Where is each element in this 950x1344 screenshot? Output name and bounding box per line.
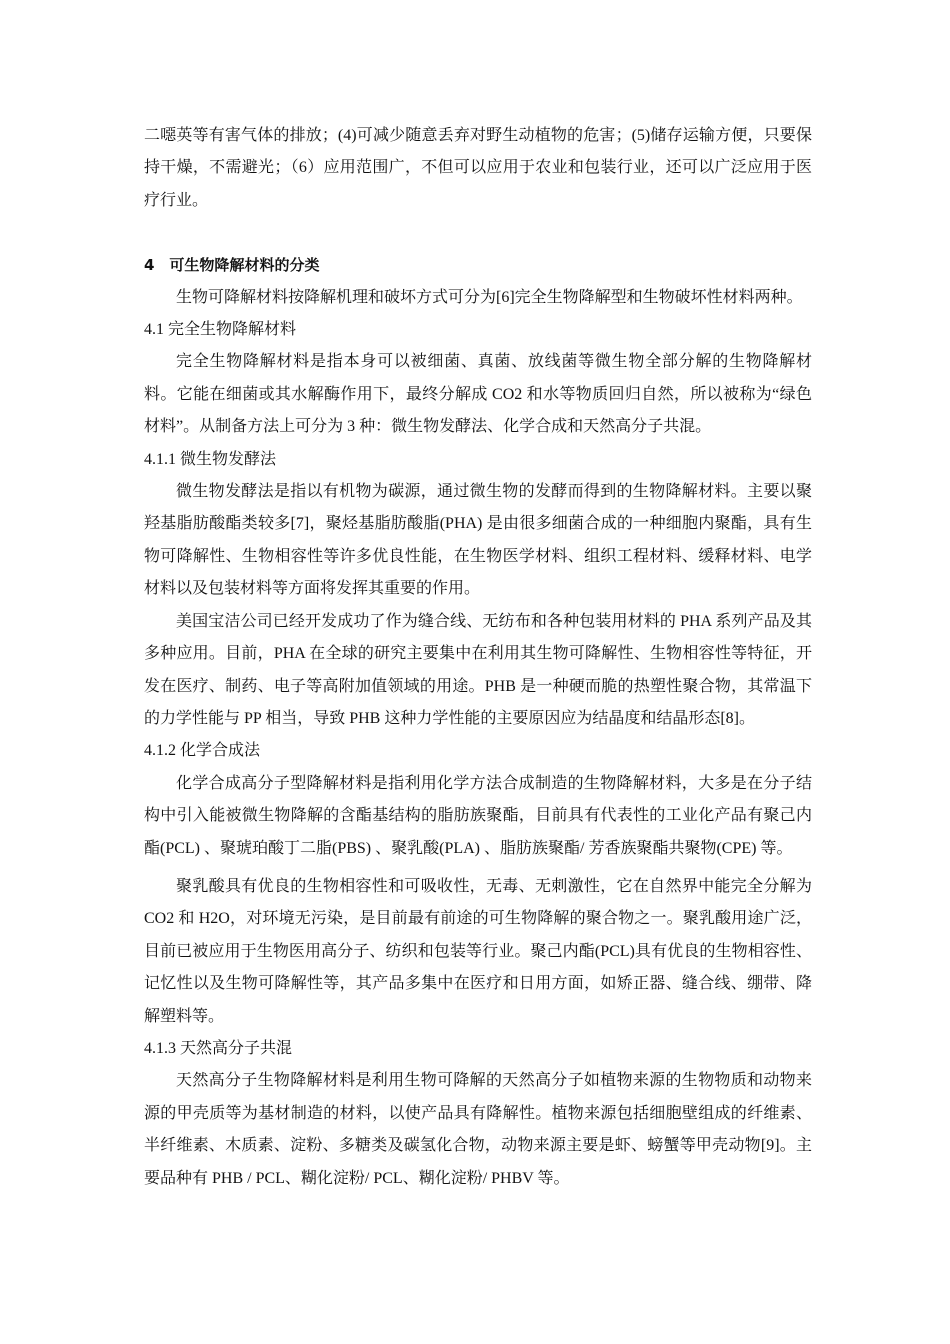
paragraph-intro-continuation: 二噁英等有害气体的排放；(4)可减少随意丢弃对野生动植物的危害；(5)储存运输方便，只要保持干燥，不需避光；（6）应用范围广，不但可以应用于农业和包装行业，还可以广泛应用于医疗行业。	[144, 127, 812, 209]
paragraph-fermentation: 微生物发酵法是指以有机物为碳源，通过微生物的发酵而得到的生物降解材料。主要以聚羟基脂肪酸酯类较多[7]，聚烃基脂肪酸脂(PHA) 是由很多细菌合成的一种细胞内聚酯，具有生物可降解性、生物相容性等许多优良性能，在生物医学材料、组织工程材料、缓释材料、电学材料以及包装材料等方面将发挥其重要的作用。	[144, 483, 812, 598]
subsection-heading-4-1: 4.1 完全生物降解材料	[144, 321, 297, 339]
subsection-heading-4-1-1: 4.1.1 微生物发酵法	[144, 450, 277, 468]
section-spacer	[144, 217, 812, 249]
document-page	[144, 120, 812, 1195]
paragraph-pha-applications: 美国宝洁公司已经开发成功了作为缝合线、无纺布和各种包装用材料的 PHA 系列产品及其多种应用。目前，PHA 在全球的研究主要集中在利用其生物可降解性、生物相容性等特征，开发在医疗、制药、电子等高附加值领域的用途。PHB 是一种硬而脆的热塑性聚合物，其常温下的力学性能与 PP 相当，导致 PHB 这种力学性能的主要原因应为结晶度和结晶形态[8]。	[144, 612, 812, 727]
section-heading-4: 4 可生物降解材料的分类	[144, 256, 320, 275]
paragraph-polylactic-acid: 聚乳酸具有优良的生物相容性和可吸收性，无毒、无刺激性，它在自然界中能完全分解为 CO2 和 H2O，对环境无污染，是目前最有前途的可生物降解的聚合物之一。聚乳酸用途广泛，目前已被应用于生物医用高分子、纺织和包装等行业。聚己内酯(PCL)具有优良的生物相容性、记忆性以及生物可降解性等，其产品多集中在医疗和日用方面，如矫正器、缝合线、绷带、降解塑料等。	[144, 877, 812, 1025]
paragraph-classification: 生物可降解材料按降解机理和破坏方式可分为[6]完全生物降解型和生物破坏性材料两种。	[176, 288, 803, 306]
paragraph-chemical-synthesis: 化学合成高分子型降解材料是指利用化学方法合成制造的生物降解材料，大多是在分子结构中引入能被微生物降解的含酯基结构的脂肪族聚酯，目前具有代表性的工业化产品有聚己内酯(PCL) 、聚琥珀酸丁二脂(PBS) 、聚乳酸(PLA) 、脂肪族聚酯/ 芳香族聚酯共聚物(CPE) 等。	[144, 774, 812, 857]
paragraph-natural-polymer: 天然高分子生物降解材料是利用生物可降解的天然高分子如植物来源的生物物质和动物来源的甲壳质等为基材制造的材料，以使产品具有降解性。植物来源包括细胞壁组成的纤维素、半纤维素、木质素、淀粉、多糖类及碳氢化合物，动物来源主要是虾、螃蟹等甲壳动物[9]。主要品种有 PHB / PCL、糊化淀粉/ PCL、糊化淀粉/ PHBV 等。	[144, 1072, 812, 1187]
paragraph-complete-biodegradable: 完全生物降解材料是指本身可以被细菌、真菌、放线菌等微生物全部分解的生物降解材料。它能在细菌或其水解酶作用下，最终分解成 CO2 和水等物质回归自然，所以被称为“绿色材料”。从制备方法上可分为 3 种：微生物发酵法、化学合成和天然高分子共混。	[144, 353, 812, 436]
subsection-heading-4-1-3: 4.1.3 天然高分子共混	[144, 1039, 293, 1057]
subsection-heading-4-1-2: 4.1.2 化学合成法	[144, 742, 261, 760]
